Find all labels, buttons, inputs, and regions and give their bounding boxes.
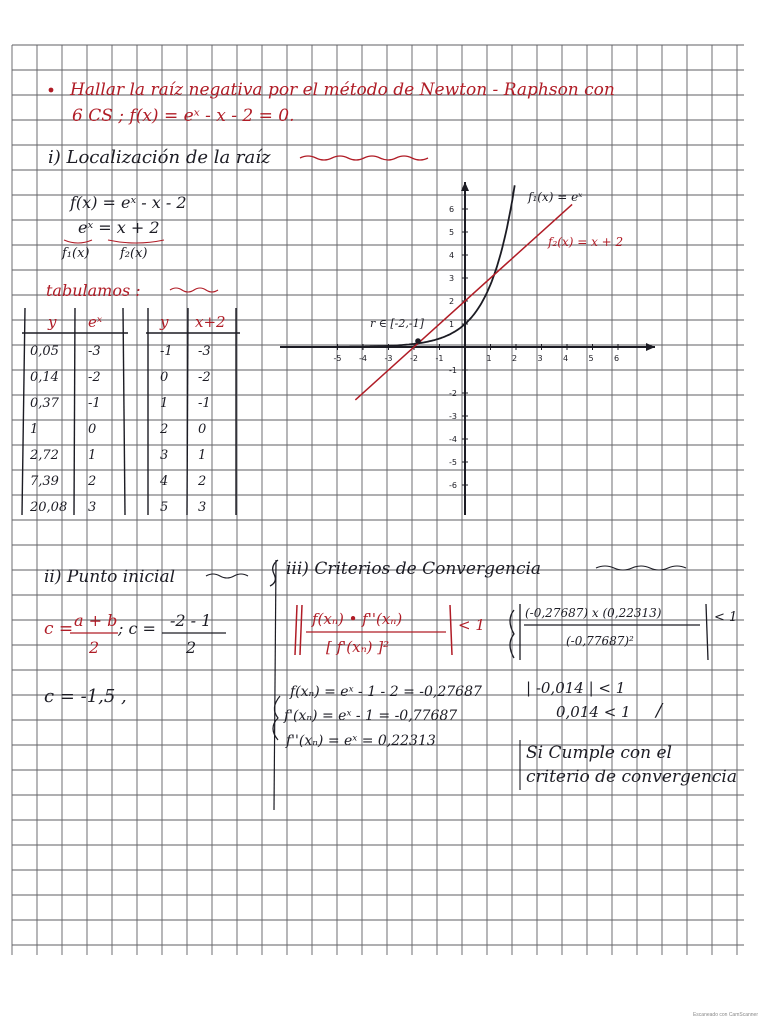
x-tick-label: 5 xyxy=(588,354,594,363)
table2-cell-x: 3 xyxy=(198,500,207,515)
x-tick-label: -3 xyxy=(384,354,393,363)
frac1-num: a + b xyxy=(74,611,118,630)
y-tick-label: 3 xyxy=(449,274,455,283)
table1-cell-x: 0 xyxy=(88,422,97,437)
problem-statement xyxy=(49,80,615,126)
table2-cell-y: 1 xyxy=(160,396,169,411)
table1-cell-y: 2,72 xyxy=(30,448,59,463)
tabulamos-squiggle xyxy=(170,288,218,292)
table2-cell-y: -1 xyxy=(160,344,173,359)
c-result: c = -1,5 , xyxy=(44,686,127,707)
y-tick-label: 5 xyxy=(449,228,455,237)
eval-f-double-prime: f''(xₙ) = eˣ = 0,22313 xyxy=(286,733,436,749)
table2-cell-x: -1 xyxy=(198,396,211,411)
table1-cell-y: 0,37 xyxy=(30,396,59,411)
frac2-num: -2 - 1 xyxy=(170,611,212,630)
table2-cell-y: 4 xyxy=(160,474,169,489)
root-point xyxy=(415,338,421,344)
table2-cell-y: 2 xyxy=(160,422,169,437)
table1-header-ex: eˣ xyxy=(88,313,103,331)
y-tick-label: -4 xyxy=(449,435,457,444)
bullet-dot xyxy=(49,88,54,93)
section-localizacion xyxy=(22,147,428,515)
table2-cell-y: 5 xyxy=(160,500,169,515)
brace-f2 xyxy=(108,240,164,243)
y-tick-label: 1 xyxy=(449,320,455,329)
title-line2: 6 CS ; f(x) = eˣ - x - 2 = 0. xyxy=(72,106,295,126)
x-tick-label: -1 xyxy=(435,354,444,363)
frac2-den: 2 xyxy=(186,638,197,657)
table1-cell-y: 0,14 xyxy=(30,370,59,385)
criterion-numerator: f(xₙ) • f''(xₙ) xyxy=(312,610,403,628)
tabulamos-label: tabulamos : xyxy=(46,281,141,300)
section2-heading: ii) Punto inicial xyxy=(44,567,176,587)
table2-cell-x: 1 xyxy=(198,448,207,463)
c-label: c = xyxy=(44,619,74,639)
heading-underline-squiggle xyxy=(300,156,428,160)
c-label-2: ; c = xyxy=(118,619,156,638)
table1-cell-x: -3 xyxy=(88,344,101,359)
section-criterios xyxy=(270,559,737,810)
x-tick-label: 3 xyxy=(537,354,543,363)
table1-cell-x: 3 xyxy=(88,500,97,515)
section3-divider xyxy=(274,560,276,810)
eval-f-prime: f'(xₙ) = eˣ - 1 = -0,77687 xyxy=(284,708,458,724)
table2-cell-x: 0 xyxy=(198,422,207,437)
x-tick-label: -4 xyxy=(359,354,367,363)
y-tick-label: -2 xyxy=(449,389,457,398)
root-interval-label: r ∈ [-2,-1] xyxy=(370,317,424,330)
table1-cell-x: -2 xyxy=(88,370,101,385)
x-tick-label: 4 xyxy=(563,354,569,363)
section1-heading: i) Localización de la raíz xyxy=(48,147,271,168)
function-graph xyxy=(280,182,655,515)
eval-numerator: (-0,27687) x (0,22313) xyxy=(525,606,662,620)
table1-cell-x: 1 xyxy=(88,448,97,463)
section-punto-inicial xyxy=(44,567,248,707)
f1-curve-label: f₁(x) = eˣ xyxy=(528,190,583,204)
y-tick-label: -3 xyxy=(449,412,457,421)
eq-split: eˣ = x + 2 xyxy=(78,218,160,237)
title-line1: Hallar la raíz negativa por el método de Newton - Raphson con xyxy=(70,80,615,100)
table2-header-y: y xyxy=(160,313,169,331)
criterion-denominator: [ f'(xₙ) ]² xyxy=(326,638,390,656)
x-tick-label: 6 xyxy=(614,354,620,363)
abs-result: | -0,014 | < 1 xyxy=(526,679,626,697)
table1-cell-y: 1 xyxy=(30,422,39,437)
y-tick-label: -6 xyxy=(449,481,457,490)
table2-cell-y: 3 xyxy=(160,448,169,463)
scanner-footer: Escaneado con CamScanner xyxy=(692,1012,758,1018)
x-tick-label: 1 xyxy=(486,354,492,363)
table1-header-y: y xyxy=(48,313,57,331)
y-tick-label: -1 xyxy=(449,366,457,375)
label-f2: f₂(x) xyxy=(120,246,148,261)
eval-denominator: (-0,77687)² xyxy=(566,634,634,648)
section3-squiggle xyxy=(596,566,686,570)
f2-line-label: f₂(x) = x + 2 xyxy=(548,235,624,249)
eval-f: f(xₙ) = eˣ - 1 - 2 = -0,27687 xyxy=(290,684,482,700)
table1-cell-x: -1 xyxy=(88,396,101,411)
conclusion-line1: Si Cumple con el xyxy=(526,743,672,763)
table1-cell-y: 20,08 xyxy=(30,500,68,515)
label-f1: f₁(x) xyxy=(62,246,90,261)
conclusion-line2: criterio de convergencia xyxy=(526,767,738,787)
brace-f1 xyxy=(64,240,92,243)
line-f2-linear xyxy=(355,204,572,400)
axis-arrowheads xyxy=(461,182,655,351)
table-x-plus-2 xyxy=(146,308,240,515)
section3-heading: iii) Criterios de Convergencia xyxy=(286,559,542,579)
eq-fx: f(x) = eˣ - x - 2 xyxy=(70,193,187,212)
table1-cell-y: 7,39 xyxy=(30,474,59,489)
y-tick-label: 2 xyxy=(449,297,455,306)
table2-cell-y: 0 xyxy=(160,370,169,385)
x-tick-label: -2 xyxy=(410,354,418,363)
table1-cell-y: 0,05 xyxy=(30,344,59,359)
table2-cell-x: 2 xyxy=(198,474,207,489)
table1-cell-x: 2 xyxy=(88,474,97,489)
frac1-den: 2 xyxy=(89,638,100,657)
check-mark: / xyxy=(656,700,663,721)
y-tick-label: 4 xyxy=(449,251,455,260)
inequality-result: 0,014 < 1 xyxy=(556,703,631,721)
x-tick-label: 2 xyxy=(512,354,518,363)
table2-cell-x: -2 xyxy=(198,370,211,385)
criterion-rhs: < 1 xyxy=(458,616,485,634)
x-tick-label: -5 xyxy=(333,354,342,363)
table2-cell-x: -3 xyxy=(198,344,211,359)
table2-header-x2: x+2 xyxy=(195,313,226,331)
eval-rhs: < 1 xyxy=(714,610,738,625)
y-tick-label: 6 xyxy=(449,205,455,214)
y-tick-label: -5 xyxy=(449,458,457,467)
graph-paper-grid xyxy=(12,45,744,955)
